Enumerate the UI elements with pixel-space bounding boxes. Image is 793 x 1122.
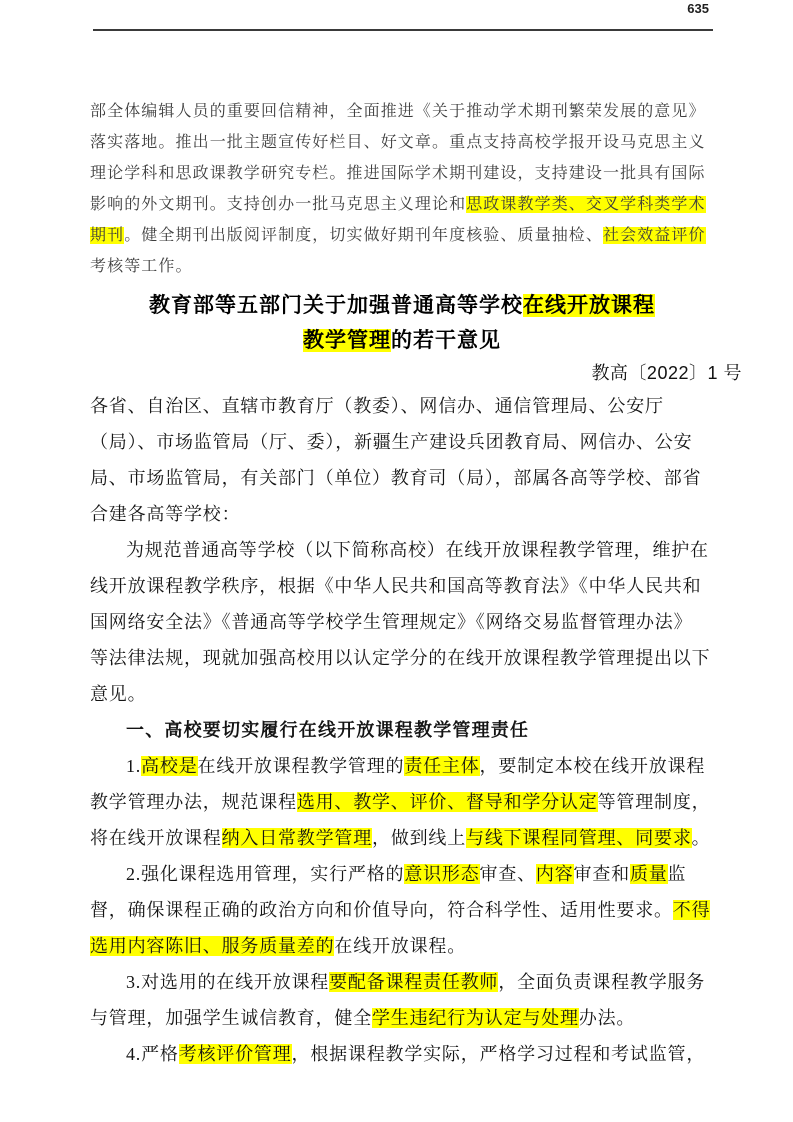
highlighted-text: 不得 <box>672 900 711 920</box>
text-segment: 教学管理办法，规范课程 <box>90 792 297 812</box>
intro-line <box>90 96 714 127</box>
text-segment: ，全面负责课程教学服务 <box>498 972 706 992</box>
text-segment: 与管理，加强学生诚信教育，健全 <box>90 1008 372 1028</box>
text-segment: 为规范普通高等学校（以下简称高校）在线开放课程教学管理，维护在 <box>126 540 709 560</box>
highlighted-text: 期刊 <box>90 227 125 244</box>
text-segment: ，做到线上 <box>372 828 467 848</box>
text-segment: 1. <box>126 756 142 776</box>
text-segment: 督，确保课程正确的政治方向和价值导向，符合科学性、适用性要求。 <box>90 900 673 920</box>
body-line <box>90 496 714 532</box>
body-line <box>90 748 714 784</box>
text-segment: 教育部等五部门关于加强普通高等学校 <box>149 294 523 317</box>
text-segment: 2.强化课程选用管理，实行严格的 <box>126 864 405 884</box>
text-segment: 。健全期刊出版阅评制度，切实做好期刊年度核验、质量抽检、 <box>124 227 604 244</box>
highlighted-text: 选用、教学、评价、督导和学分认定 <box>296 792 598 812</box>
highlighted-text: 教学管理 <box>303 329 391 352</box>
page-content <box>90 96 742 1072</box>
text-segment: 理论学科和思政课教学研究专栏。推进国际学术期刊建设，支持建设一批具有国际 <box>90 165 706 182</box>
title-line <box>90 323 714 358</box>
text-segment: ，根据课程教学实际，严格学习过程和考试监管， <box>291 1044 706 1064</box>
text-segment: 影响的外文期刊。支持创办一批马克思主义理论和 <box>90 196 467 213</box>
body-line <box>90 388 714 424</box>
text-segment: 落实落地。推出一批主题宣传好栏目、好文章。重点支持高校学报开设马克思主义 <box>90 134 706 151</box>
intro-paragraph <box>90 96 714 282</box>
text-segment: 审查和 <box>573 864 630 884</box>
intro-line <box>90 158 714 189</box>
intro-line <box>90 127 714 158</box>
section-heading <box>90 712 714 748</box>
highlighted-text: 思政课教学类、交叉学科类学术 <box>466 196 706 213</box>
body-line <box>90 604 714 640</box>
body-line <box>90 928 714 964</box>
text-segment: 将在线开放课程 <box>90 828 222 848</box>
highlighted-text: 学生违纪行为认定与处理 <box>372 1008 579 1028</box>
highlighted-text: 与线下课程同管理、同要求 <box>466 828 692 848</box>
title-line <box>90 288 714 323</box>
text-segment: 合建各高等学校： <box>90 504 241 524</box>
text-segment: 考核等工作。 <box>90 258 193 275</box>
text-segment: 在线开放课程。 <box>334 936 467 956</box>
body-line <box>90 820 714 856</box>
body-line <box>90 1036 714 1072</box>
text-segment: 等管理制度， <box>597 792 711 812</box>
highlighted-text: 社会效益评价 <box>603 227 706 244</box>
document-body <box>90 388 714 1072</box>
header-rule <box>93 29 713 31</box>
body-line <box>90 640 714 676</box>
text-segment: 3.对选用的在线开放课程 <box>126 972 330 992</box>
text-segment: 局、市场监管局，有关部门（单位）教育司（局），部属各高等学校、部省 <box>90 468 702 488</box>
document-title <box>90 288 714 358</box>
highlighted-text: 意识形态 <box>404 864 480 884</box>
body-line <box>90 784 714 820</box>
highlighted-text: 选用内容陈旧、服务质量差的 <box>90 936 335 956</box>
highlighted-text: 要配备课程责任教师 <box>329 972 499 992</box>
body-line <box>90 532 714 568</box>
text-segment: 各省、自治区、直辖市教育厅（教委）、网信办、通信管理局、公安厅 <box>90 396 664 416</box>
body-line <box>90 424 714 460</box>
highlighted-text: 质量 <box>629 864 668 884</box>
text-segment: 。 <box>691 828 711 848</box>
highlighted-text: 在线开放课程 <box>523 294 655 317</box>
highlighted-text: 内容 <box>535 864 574 884</box>
text-segment: 审查、 <box>479 864 536 884</box>
text-segment: 监 <box>667 864 687 884</box>
intro-line <box>90 189 714 220</box>
body-line <box>90 1000 714 1036</box>
text-segment: 办法。 <box>578 1008 636 1028</box>
page-number: 635 <box>687 1 709 16</box>
body-line <box>90 856 714 892</box>
body-line <box>90 676 714 712</box>
intro-line <box>90 220 714 251</box>
text-segment: 的若干意见 <box>391 329 501 352</box>
text-segment: 线开放课程教学秩序，根据《中华人民共和国高等教育法》《中华人民共和 <box>90 576 702 596</box>
highlighted-text: 考核评价管理 <box>178 1044 292 1064</box>
text-segment: 4.严格 <box>126 1044 179 1064</box>
text-segment: 一、高校要切实履行在线开放课程教学管理责任 <box>126 720 530 740</box>
body-line <box>90 568 714 604</box>
highlighted-text: 高校是 <box>141 756 198 776</box>
text-segment: 意见。 <box>90 684 147 704</box>
text-segment: 部全体编辑人员的重要回信精神，全面推进《关于推动学术期刊繁荣发展的意见》 <box>90 103 706 120</box>
text-segment: 等法律法规，现就加强高校用以认定学分的在线开放课程教学管理提出以下 <box>90 648 711 668</box>
text-segment: ，要制定本校在线开放课程 <box>479 756 706 776</box>
intro-line <box>90 251 714 282</box>
body-line <box>90 892 714 928</box>
text-segment: （局）、市场监管局（厅、委），新疆生产建设兵团教育局、网信办、公安 <box>90 432 693 452</box>
highlighted-text: 责任主体 <box>404 756 480 776</box>
highlighted-text: 纳入日常教学管理 <box>221 828 373 848</box>
body-line <box>90 964 714 1000</box>
document-number: 教高〔2022〕1 号 <box>591 363 742 383</box>
body-line <box>90 460 714 496</box>
text-segment: 在线开放课程教学管理的 <box>197 756 405 776</box>
text-segment: 国网络安全法》《普通高等学校学生管理规定》《网络交易监督管理办法》 <box>90 612 693 632</box>
